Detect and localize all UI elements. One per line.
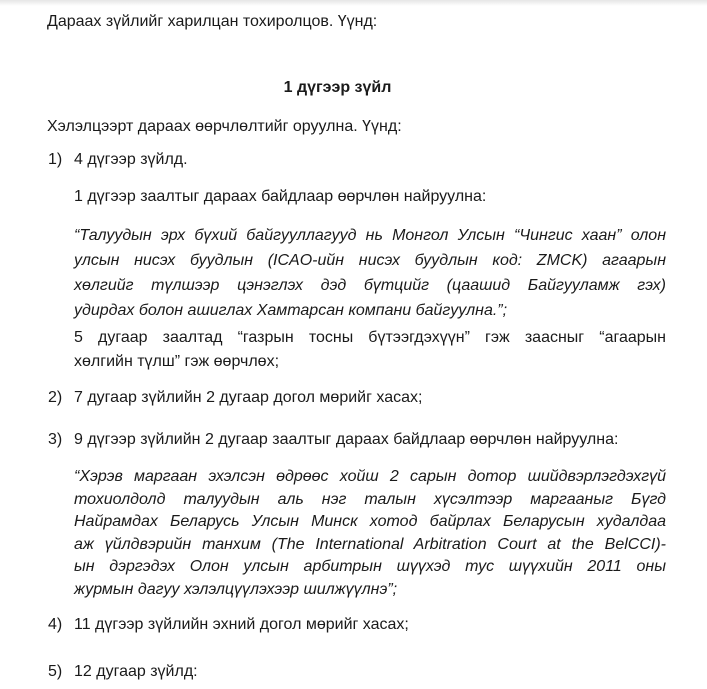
quote-line: удирдах болон ашиглах Хамтарсан компани байгуулна.”; [74,302,508,319]
sub-clause-5 [74,326,666,374]
list-number: 4) [48,616,63,633]
quote-line: Найрамдах Беларусь Улсын Минск хотод байрлах Беларусын худалдаа [74,513,666,530]
page-top-edge [0,0,707,6]
article-intro: Хэлэлцээрт дараах өөрчлөлтийг оруулна. Үүнд: [47,118,402,135]
list-number: 5) [48,663,63,680]
quote-line: журмын дагуу хэлэлцүүлэхээр шилжүүлнэ”; [74,580,398,598]
clause-line: 5 дугаар заалтад “газрын тосны бүтээгдэхүүн” гэж заасныг “агаарын [74,329,666,346]
list-item-text: 11 дүгээр зүйлийн эхний догол мөрийг хасах; [74,616,409,633]
list-item-text: 4 дүгээр зүйлд. [74,151,188,168]
list-item-text: 7 дугаар зүйлийн 2 дугаар догол мөрийг хасах; [74,389,423,406]
intro-paragraph: Дараах зүйлийг харилцан тохиролцов. Үүнд: [47,13,378,30]
sub-clause-text: 1 дүгээр заалтыг дараах байдлаар өөрчлөн найруулна: [74,188,487,205]
list-number: 1) [48,151,63,168]
list-item-text: 12 дугаар зүйлд: [74,663,198,680]
quote-line: улсын нисэх буудлын (ICAO-ийн нисэх буудлын код: ZMCK) агаарын [74,252,666,269]
quote-line: “Талуудын эрх бүхий байгууллагууд нь Монгол Улсын “Чингис хаан” олон [74,227,666,244]
quoted-amendment [74,466,666,601]
quote-line: хөлгийг түлшээр цэнэглэх дэд бүтцийг (цаашид Байгууламж гэх) [74,277,666,294]
quote-line: ын дэргэдэх Олон улсын арбитрын шүүхэд тус шүүхийн 2011 оны [74,558,666,575]
article-heading: 1 дүгээр зүйл [283,79,392,96]
clause-line: хөлгийн түлш” гэж өөрчлөх; [74,353,280,370]
list-item-text: 9 дүгээр зүйлийн 2 дугаар заалтыг дараах байдлаар өөрчлөн найруулна: [74,431,619,448]
list-number: 3) [48,431,63,448]
list-number: 2) [48,389,63,406]
quoted-amendment [74,223,666,323]
quote-line: тохиолдолд талуудын аль нэг талын хүсэлтээр маргааныг Бүгд [74,490,666,508]
quote-line: “Хэрэв маргаан эхэлсэн өдрөөс хойш 2 сарын дотор шийдвэрлэгдэхгүй [74,468,666,485]
quote-line: аж үйлдвэрийн танхим (The International Arbitration Court at the BelCCI)- [74,535,666,553]
